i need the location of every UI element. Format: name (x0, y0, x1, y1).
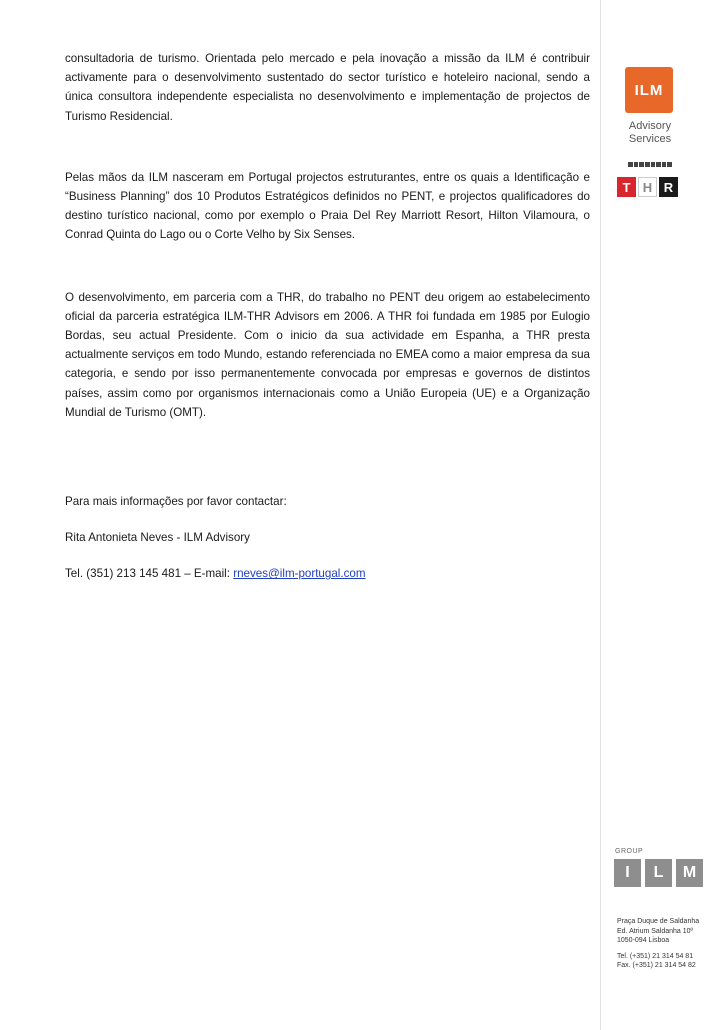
associated-with-mark (628, 162, 672, 167)
group-ilm-logo (614, 859, 703, 887)
document-body (65, 49, 590, 584)
group-label: GROUP (615, 848, 644, 855)
company-fax: Fax. (+351) 21 314 54 82 (617, 962, 696, 969)
thr-letter-h: H (638, 177, 657, 197)
thr-logo (617, 177, 678, 197)
company-tel: Tel. (+351) 21 314 54 81 (617, 952, 694, 960)
sidebar-divider (600, 0, 601, 1030)
ilm-logo-text: ILM (634, 81, 664, 99)
contact-tel: Tel. (351) 213 145 481 – E-mail: (65, 567, 234, 581)
advisory-services-text (612, 120, 688, 146)
paragraph-1: consultadoria de turismo. Orientada pelo mercado e pela inovação a missão da ILM é contribuir activamente para o desenvolvimento sustentado do sector turístico e hoteleiro nacional, sendo a única consultora independente especialista no desenvolvimento e implementação de projectos de Turismo Residencial. (65, 52, 590, 123)
advisory-line: Advisory (628, 120, 672, 132)
company-address (617, 917, 717, 971)
paragraph-3: O desenvolvimento, em parceria com a THR, do trabalho no PENT deu origem ao estabelecimento oficial da parceria estratégica ILM-THR Advisors em 2006. A THR foi fundada em 1985 por Eulogio Bordas, seu actual Presidente. Com o inicio da sua actividade em Espanha, a THR presta actualmente serviços em todo Mundo, estando referenciada no EMEA como a maior empresa da sua categoria, e sendo por isso permanentemente convocada por empresas e governos de distintos países, assim como por organismos internacionais como a União Europeia (UE) e a Organização Mundial de Turismo (OMT). (65, 290, 590, 419)
ilm-logo (625, 67, 673, 113)
address-line-3: 1050-094 Lisboa (617, 937, 670, 944)
group-letter-l: L (645, 859, 672, 887)
services-line: Services (628, 133, 672, 145)
group-letter-m: M (676, 859, 703, 887)
paragraph-2: Pelas mãos da ILM nasceram em Portugal projectos estruturantes, entre os quais a Identificação e “Business Planning” dos 10 Produtos Estratégicos definidos no PENT, e projectos qualificadores do destino turístico nacional, como por exemplo o Praia Del Rey Marriott Resort, Hilton Vilamoura, o Conrad Quinta do Lago ou o Corte Velho by Six Senses. (65, 170, 590, 242)
contact-name: Rita Antonieta Neves - ILM Advisory (65, 531, 250, 545)
contact-intro: Para mais informações por favor contactar: (65, 495, 287, 509)
thr-letter-r: R (659, 177, 678, 197)
thr-letter-t: T (617, 177, 636, 197)
group-letter-i: I (614, 859, 641, 887)
contact-line (65, 564, 590, 583)
address-line-2: Ed. Atrium Saldanha 10º (617, 927, 694, 935)
email-link[interactable]: rneves@ilm-portugal.com (233, 567, 366, 581)
address-line-1: Praça Duque de Saldanha (617, 918, 700, 925)
